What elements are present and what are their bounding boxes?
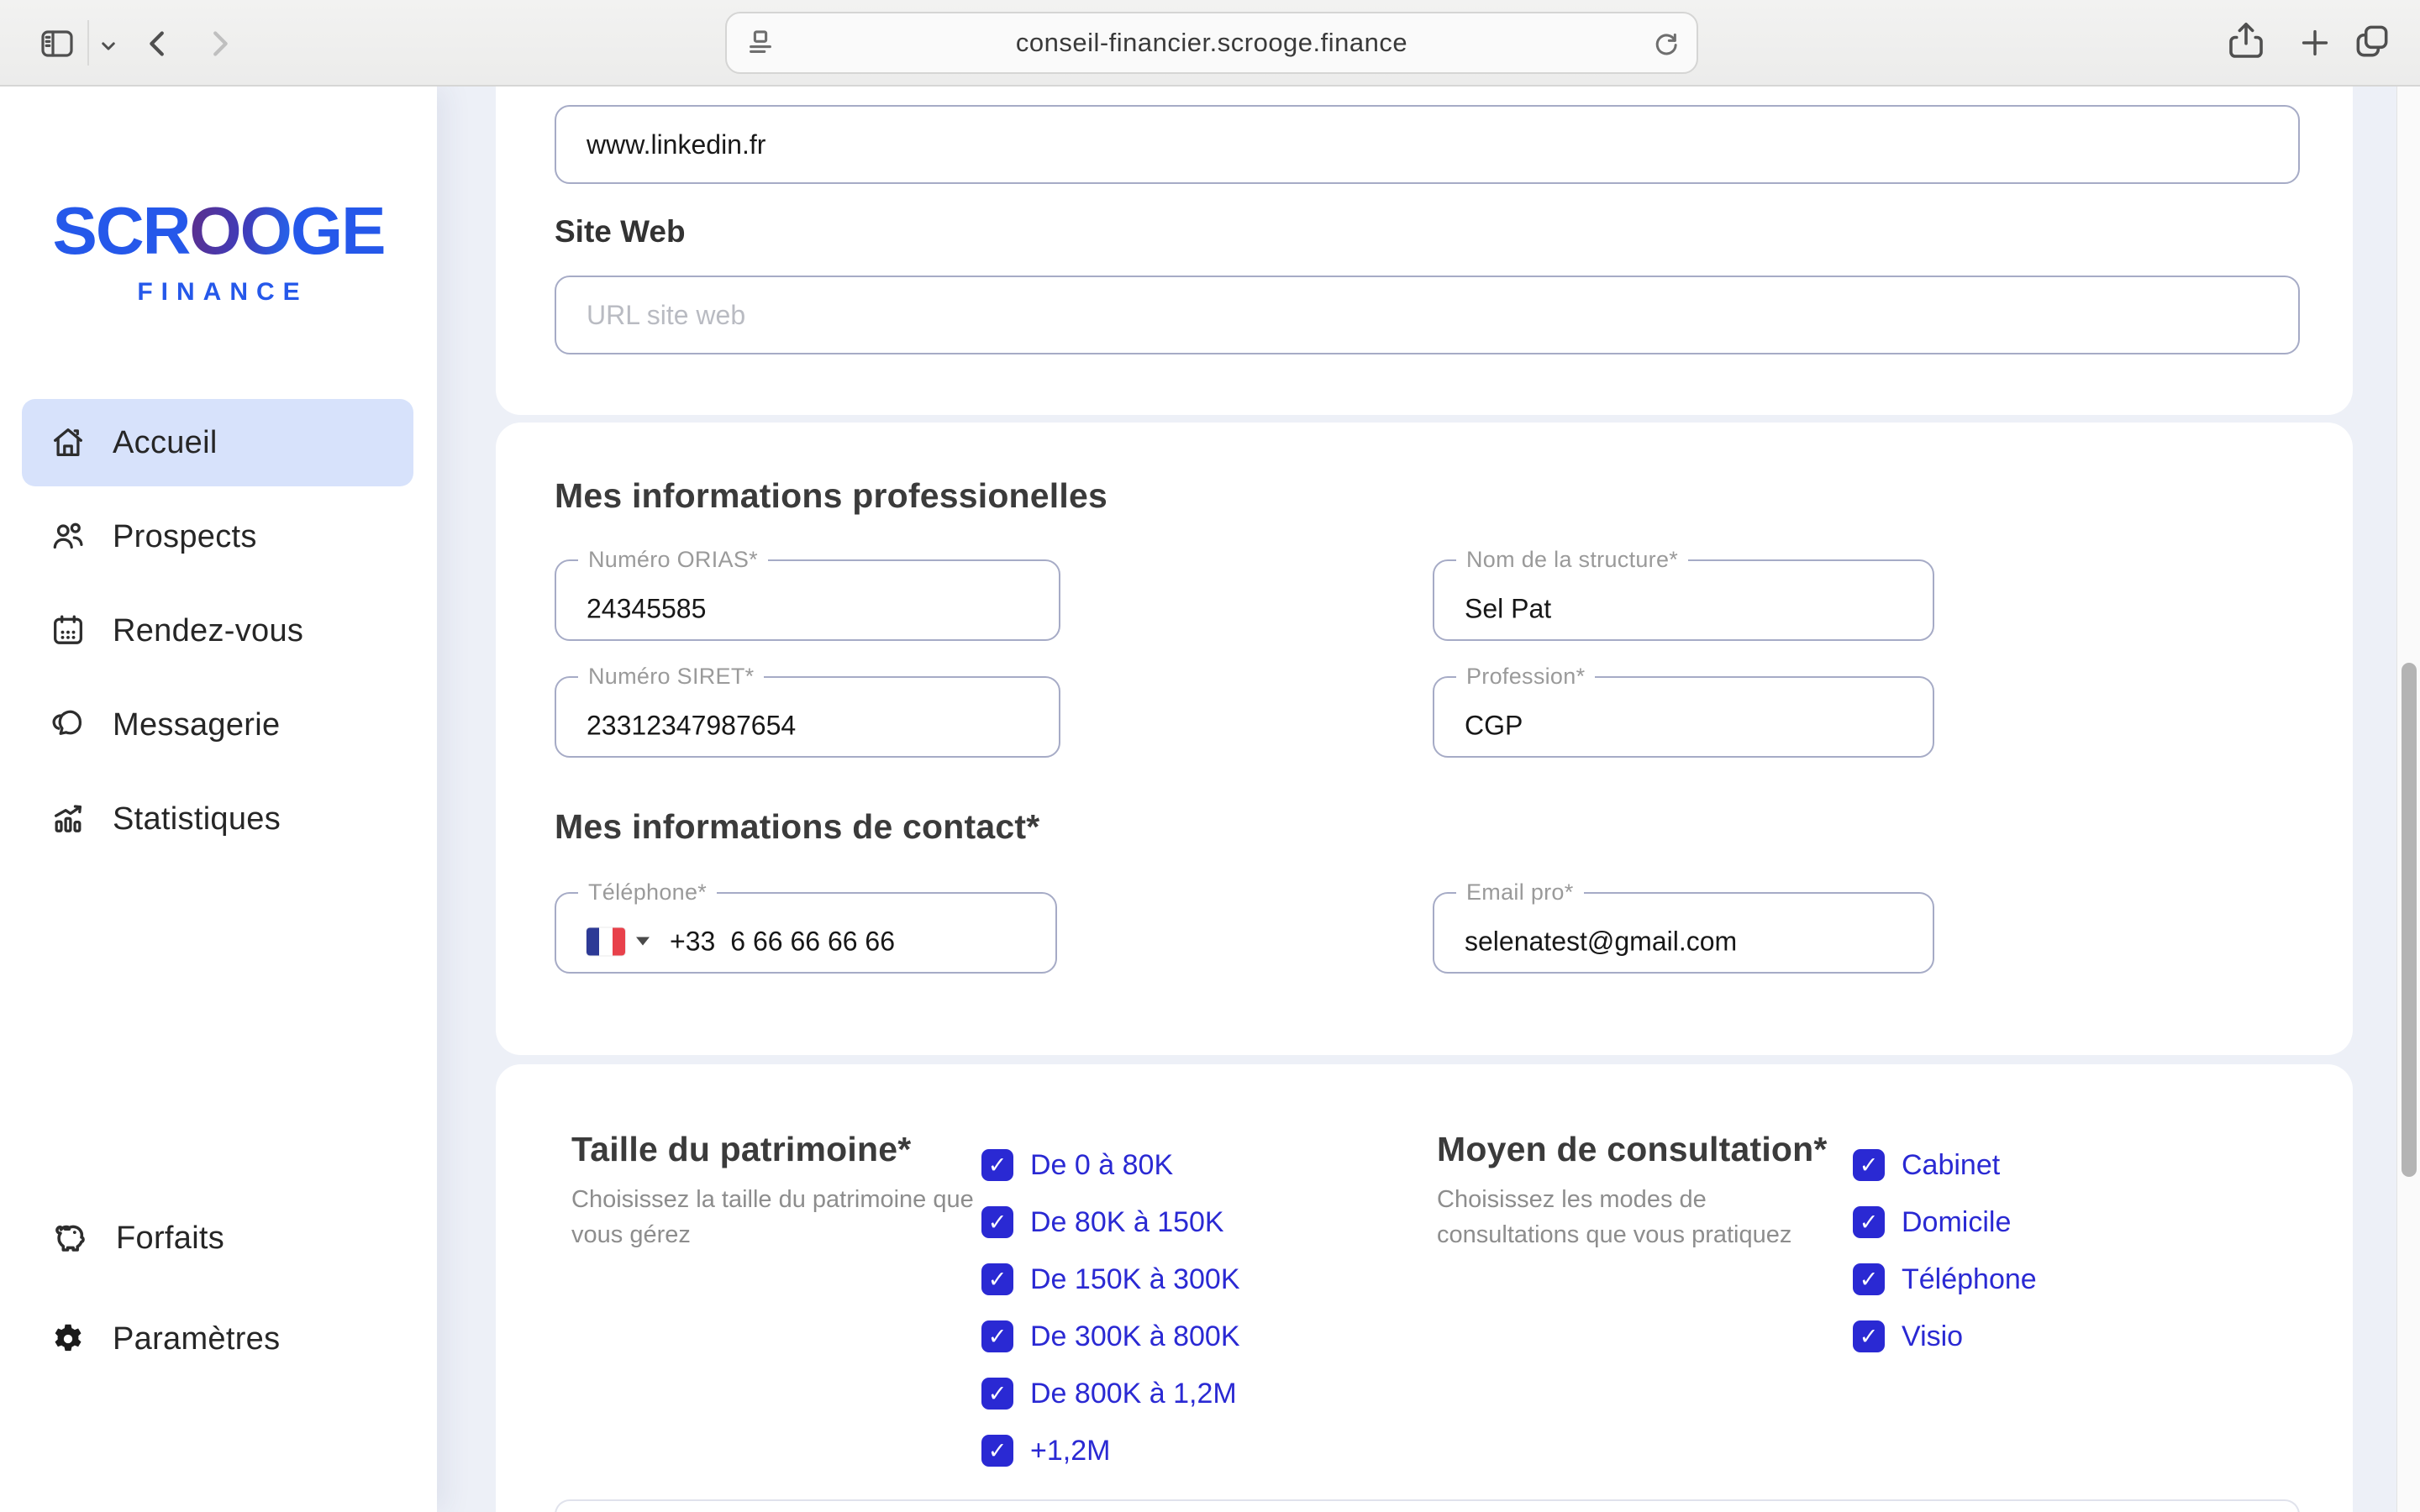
back-button[interactable] — [139, 24, 177, 63]
share-icon[interactable] — [2223, 18, 2269, 64]
checkbox-checked-icon[interactable]: ✓ — [981, 1263, 1013, 1295]
next-field-peek — [555, 1499, 2300, 1512]
contact-section-title: Mes informations de contact* — [555, 807, 1040, 846]
card-informations — [496, 423, 2353, 1055]
siret-field[interactable] — [555, 664, 1060, 758]
consultation-option-3[interactable]: ✓ Visio — [1853, 1308, 2037, 1365]
browser-toolbar — [0, 0, 2420, 87]
logo-wordmark: SCROOGE — [52, 193, 385, 268]
profession-value: CGP — [1465, 710, 1523, 741]
patrimoine-options — [981, 1137, 1240, 1479]
new-tab-icon[interactable] — [2296, 24, 2334, 62]
logo-oo-gradient: OO — [189, 193, 291, 268]
consultation-title: Moyen de consultation* — [1437, 1130, 1828, 1168]
scrollbar-thumb[interactable] — [2402, 663, 2417, 1177]
phone-label: Téléphone* — [588, 879, 708, 905]
sidebar-item-accueil[interactable]: Accueil — [22, 399, 413, 486]
tab-overview-icon[interactable] — [2351, 20, 2393, 62]
calendar-icon — [49, 612, 87, 650]
patrimoine-option-1[interactable]: ✓ De 80K à 150K — [981, 1194, 1240, 1251]
linkedin-input[interactable] — [555, 105, 2300, 184]
reload-icon[interactable] — [1649, 28, 1683, 61]
checkbox-checked-icon[interactable]: ✓ — [1853, 1149, 1885, 1181]
orias-field[interactable] — [555, 547, 1060, 641]
app-logo — [0, 193, 437, 307]
email-value: selenatest@gmail.com — [1465, 926, 1738, 957]
checkbox-checked-icon[interactable]: ✓ — [981, 1378, 1013, 1410]
sidebar-item-prospects[interactable]: Prospects — [22, 493, 413, 580]
dial-code: +33 — [670, 926, 716, 957]
siret-value: 23312347987654 — [587, 710, 797, 741]
main-content — [437, 87, 2420, 1512]
sidebar-item-parametres[interactable]: Paramètres — [22, 1295, 413, 1383]
site-web-label: Site Web — [555, 214, 686, 249]
chat-icon — [49, 706, 87, 744]
structure-label: Nom de la structure* — [1466, 547, 1679, 572]
card-preferences — [496, 1064, 2353, 1512]
pro-section-title: Mes informations professionelles — [555, 476, 1107, 515]
sidebar-item-rendez-vous[interactable]: Rendez-vous — [22, 587, 413, 675]
sidebar — [0, 87, 437, 1512]
phone-field[interactable] — [555, 879, 1057, 974]
consultation-option-2[interactable]: ✓ Téléphone — [1853, 1251, 2037, 1308]
card-links — [496, 87, 2353, 415]
forward-button[interactable] — [200, 24, 239, 63]
gear-icon — [49, 1320, 87, 1358]
patrimoine-title: Taille du patrimoine* — [571, 1130, 912, 1168]
piggy-bank-icon — [49, 1217, 91, 1259]
stats-icon — [49, 800, 87, 838]
orias-label: Numéro ORIAS* — [588, 547, 758, 572]
phone-number: 6 66 66 66 66 — [730, 926, 896, 957]
consultation-subtitle: Choisissez les modes de consultations que vous pratiquez — [1437, 1186, 1792, 1249]
structure-field[interactable] — [1433, 547, 1934, 641]
patrimoine-option-3[interactable]: ✓ De 300K à 800K — [981, 1308, 1240, 1365]
sidebar-item-statistiques[interactable]: Statistiques — [22, 775, 413, 863]
structure-value: Sel Pat — [1465, 593, 1552, 624]
profession-field[interactable] — [1433, 664, 1934, 758]
email-label: Email pro* — [1466, 879, 1574, 905]
page-format-icon[interactable] — [742, 26, 779, 63]
url-text: conseil-financier.scrooge.finance — [1015, 28, 1408, 57]
patrimoine-option-2[interactable]: ✓ De 150K à 300K — [981, 1251, 1240, 1308]
checkbox-checked-icon[interactable]: ✓ — [1853, 1206, 1885, 1238]
address-bar[interactable] — [725, 12, 1698, 74]
scrollbar-track[interactable] — [2396, 87, 2420, 1512]
siret-label: Numéro SIRET* — [588, 664, 755, 689]
checkbox-checked-icon[interactable]: ✓ — [1853, 1263, 1885, 1295]
checkbox-checked-icon[interactable]: ✓ — [981, 1149, 1013, 1181]
flag-caret-icon[interactable] — [636, 937, 650, 946]
profession-label: Profession* — [1466, 664, 1586, 689]
checkbox-checked-icon[interactable]: ✓ — [981, 1320, 1013, 1352]
chevron-down-icon[interactable] — [96, 34, 121, 59]
france-flag-icon[interactable] — [587, 927, 625, 955]
email-field[interactable] — [1433, 879, 1934, 974]
consultation-option-1[interactable]: ✓ Domicile — [1853, 1194, 2037, 1251]
patrimoine-option-0[interactable]: ✓ De 0 à 80K — [981, 1137, 1240, 1194]
patrimoine-subtitle: Choisissez la taille du patrimoine que vous gérez — [571, 1186, 974, 1249]
site-web-input[interactable] — [555, 276, 2300, 354]
orias-value: 24345585 — [587, 593, 707, 624]
patrimoine-option-4[interactable]: ✓ De 800K à 1,2M — [981, 1365, 1240, 1422]
checkbox-checked-icon[interactable]: ✓ — [1853, 1320, 1885, 1352]
users-icon — [49, 517, 87, 556]
toolbar-divider — [87, 20, 89, 66]
sidebar-item-forfaits[interactable]: Forfaits — [22, 1194, 413, 1282]
checkbox-checked-icon[interactable]: ✓ — [981, 1435, 1013, 1467]
consultation-options — [1853, 1137, 2037, 1365]
sidebar-toggle-icon[interactable] — [37, 24, 77, 64]
home-icon — [49, 423, 87, 462]
patrimoine-option-5[interactable]: ✓ +1,2M — [981, 1422, 1240, 1479]
checkbox-checked-icon[interactable]: ✓ — [981, 1206, 1013, 1238]
consultation-option-0[interactable]: ✓ Cabinet — [1853, 1137, 2037, 1194]
logo-subtitle: FINANCE — [137, 278, 308, 306]
sidebar-item-messagerie[interactable]: Messagerie — [22, 681, 413, 769]
